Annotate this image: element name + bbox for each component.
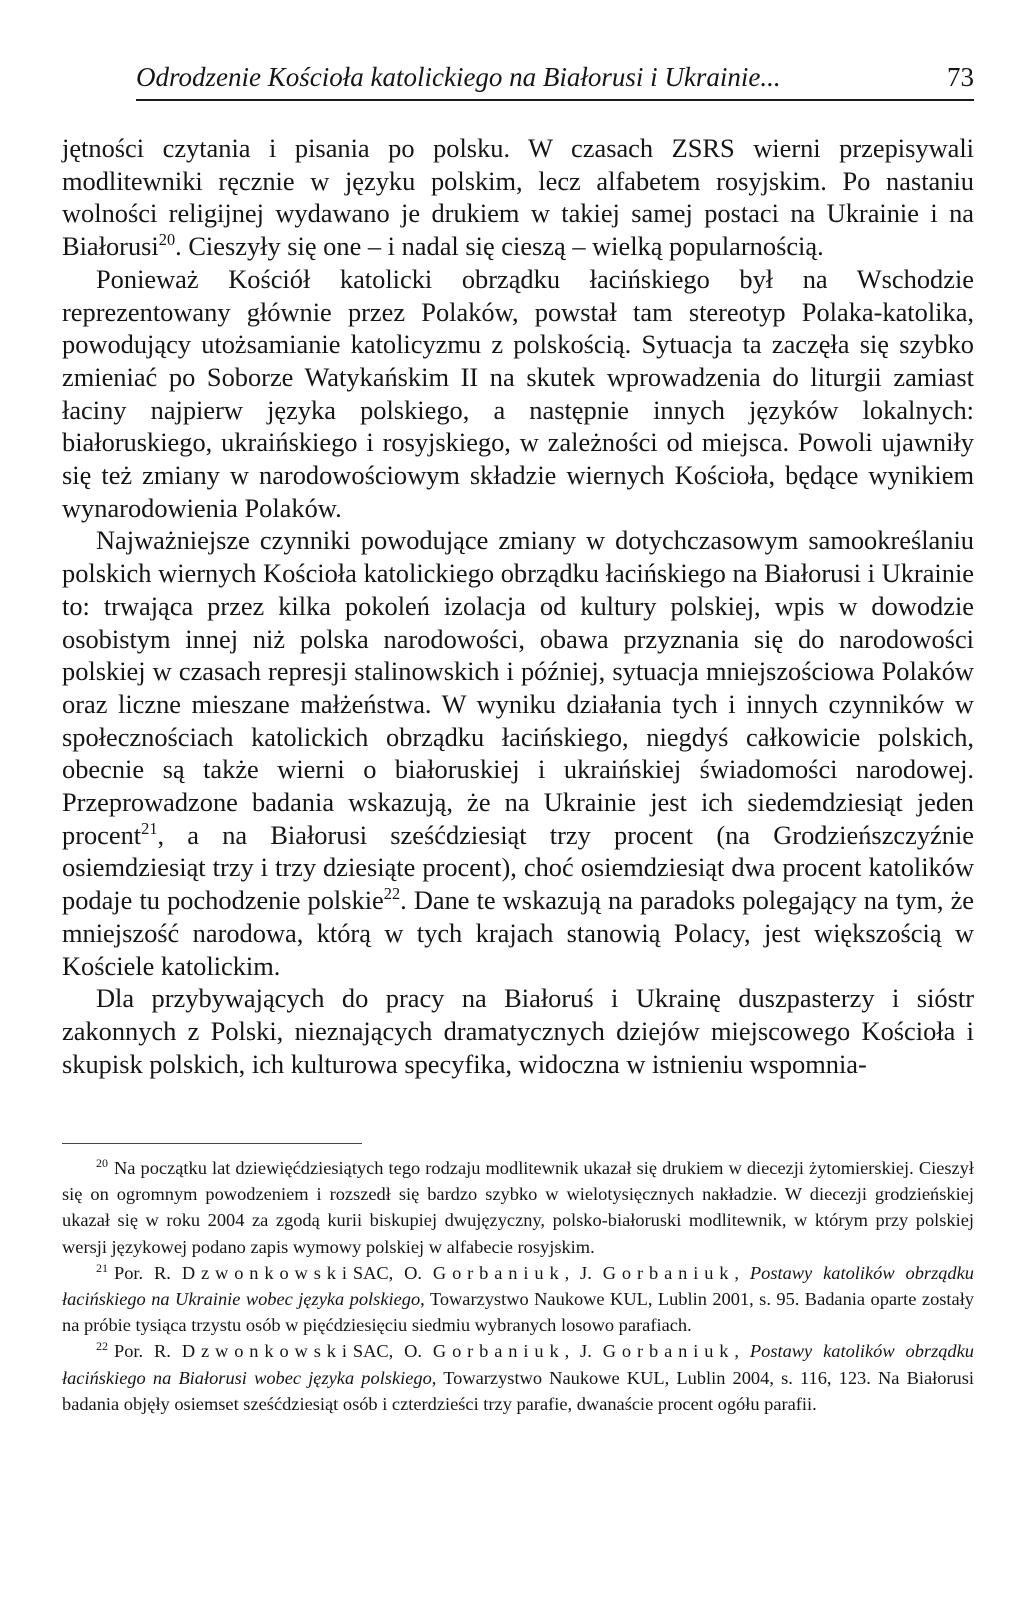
paragraph-4: Dla przybywających do pracy na Białoruś i Ukrainę duszpasterzy i sióstr zakonnych z Polski, nieznających dramatycznych dziejów miejscowego Kościoła i skupisk polskich, ich kulturowa specyfika, widoczna w istnieniu wspomnia- bbox=[62, 983, 974, 1079]
paragraph-3-text-b: , a na Białorusi sześćdziesiąt trzy procent (na Grodzieńszczyźnie osiemdziesiąt trzy i trzy dziesiąte procent), choć osiemdziesiąt dwa procent katolików podaje tu pochodzenie polskie bbox=[62, 819, 974, 916]
footnote-22-mid-2: , J. bbox=[564, 1341, 592, 1362]
footnote-divider bbox=[62, 1143, 362, 1144]
footnote-22-book-title: Postawy katolików obrządku łacińskiego na Białorusi wobec języka polskiego bbox=[62, 1341, 974, 1388]
footnote-number-21: 21 bbox=[96, 1260, 108, 1275]
paragraph-2: Ponieważ Kościół katolicki obrządku łacińskiego był na Wschodzie reprezentowany głównie przez Polaków, powstał tam stereotyp Polaka-katolika, powodujący utożsamianie katolicyzmu z polskością. Sytuacja ta zaczęła się szybko zmieniać po Soborze Watykańskim II na skutek wprowadzenia do liturgii zamiast łaciny najpierw języka polskiego, a następnie innych języków lokalnych: białoruskiego, ukraińskiego i rosyjskiego, w zależności od miejsca. Powoli ujawniły się też zmiany w narodowościowym składzie wiernych Kościoła, będące wynikiem wynarodowienia Polaków. bbox=[62, 263, 974, 523]
footnote-ref-22: 22 bbox=[383, 884, 401, 904]
paragraph-1-text-a: jętności czytania i pisania po polsku. W czasach ZSRS wierni przepisywali modlitewniki ręcznie w języku polskim, lecz alfabetem rosyjskim. Po nastaniu wolności religijnej wydawano je drukiem w takiej samej postaci na Ukrainie i na Białorusi bbox=[62, 133, 974, 262]
footnote-22-por: Por. R. bbox=[114, 1341, 171, 1362]
footnote-ref-21: 21 bbox=[141, 818, 158, 838]
footnote-21-author-1: Dzwonkowski bbox=[181, 1262, 353, 1283]
footnote-21 bbox=[62, 1260, 974, 1339]
running-title: Odrodzenie Kościoła katolickiego na Białorusi i Ukrainie... bbox=[136, 62, 781, 92]
footnote-22-sep: , bbox=[734, 1341, 750, 1362]
paragraph-3 bbox=[62, 524, 974, 982]
footnote-21-mid-2: , J. bbox=[564, 1262, 592, 1283]
footnote-22-author-2: Gorbaniuk bbox=[432, 1341, 565, 1362]
footnotes bbox=[62, 1155, 974, 1417]
footnote-21-mid-1: SAC, O. bbox=[352, 1262, 422, 1283]
footnote-20-text: Na początku lat dziewięćdziesiątych tego rodzaju modlitewnik ukazał się drukiem w diecezji żytomierskiej. Cieszył się on ogromnym powodzeniem i rozszedł się bardzo szybko w wielotysięcznych nakładzie. W diecezji grodzieńskiej ukazał się w roku 2004 za zgodą kurii biskupiej dwujęzyczny, polsko-białoruski modlitewnik, w którym przy polskiej wersji językowej podano zapis wymowy polskiej w alfabecie rosyjskim. bbox=[62, 1158, 974, 1257]
main-text bbox=[62, 132, 974, 1080]
footnote-21-author-2: Gorbaniuk bbox=[432, 1262, 565, 1283]
footnote-21-book-title: Postawy katolików obrządku łacińskiego na Ukrainie wobec języka polskiego bbox=[62, 1262, 974, 1310]
page-number: 73 bbox=[947, 62, 974, 92]
running-header bbox=[136, 62, 974, 101]
footnote-22-mid-1: SAC, O. bbox=[352, 1341, 422, 1362]
paragraph-3-text-c: . Dane te wskazują na paradoks polegający na tym, że mniejszość narodowa, którą w tych krajach stanowią Polacy, jest większością w Kościele katolickim. bbox=[62, 885, 974, 981]
footnote-22-author-3: Gorbaniuk bbox=[602, 1341, 735, 1362]
footnote-ref-20: 20 bbox=[158, 230, 176, 250]
footnote-21-por: Por. R. bbox=[114, 1262, 171, 1283]
footnote-number-22: 22 bbox=[96, 1339, 108, 1354]
paragraph-3-text-a: Najważniejsze czynniki powodujące zmiany w dotychczasowym samookreślaniu polskich wiernych Kościoła katolickiego obrządku łacińskiego na Białorusi i Ukrainie to: trwająca przez kilka pokoleń izolacja od kultury polskiej, wpis w dowodzie osobistym innej niż polska narodowości, obawa przyznania się do narodowości polskiej w czasach represji stalinowskich i później, sytuacja mniejszościowa Polaków oraz liczne mieszane małżeństwa. W wyniku działania tych i innych czynników w społecznościach katolickich obrządku łacińskiego, niegdyś całkowicie polskich, obecnie są także wierni o białoruskiej i ukraińskiej świadomości narodowej. Przeprowadzone badania wskazują, że na Ukrainie jest ich siedemdziesiąt jeden procent bbox=[62, 525, 974, 850]
footnote-21-sep: , bbox=[734, 1262, 750, 1283]
paragraph-1-text-b: . Cieszyły się one – i nadal się cieszą – wielką popularnością. bbox=[175, 231, 824, 262]
footnote-21-author-3: Gorbaniuk bbox=[602, 1262, 735, 1283]
footnote-number-20: 20 bbox=[96, 1155, 108, 1170]
footnote-20 bbox=[62, 1155, 974, 1260]
footnote-22-rest: , Towarzystwo Naukowe KUL, Lublin 2004, s. 116, 123. Na Białorusi badania objęły osiemset sześćdziesiąt osób i czterdzieści trzy parafie, dwanaście procent ogółu parafii. bbox=[62, 1367, 975, 1414]
footnote-22 bbox=[62, 1338, 974, 1417]
footnote-21-rest: , Towarzystwo Naukowe KUL, Lublin 2001, s. 95. Badania oparte zostały na próbie tysiąca trzystu osób w pięćdziesięciu siedmiu wybranych losowo parafiach. bbox=[62, 1289, 974, 1336]
footnote-22-author-1: Dzwonkowski bbox=[181, 1341, 353, 1362]
paragraph-1 bbox=[62, 132, 974, 263]
